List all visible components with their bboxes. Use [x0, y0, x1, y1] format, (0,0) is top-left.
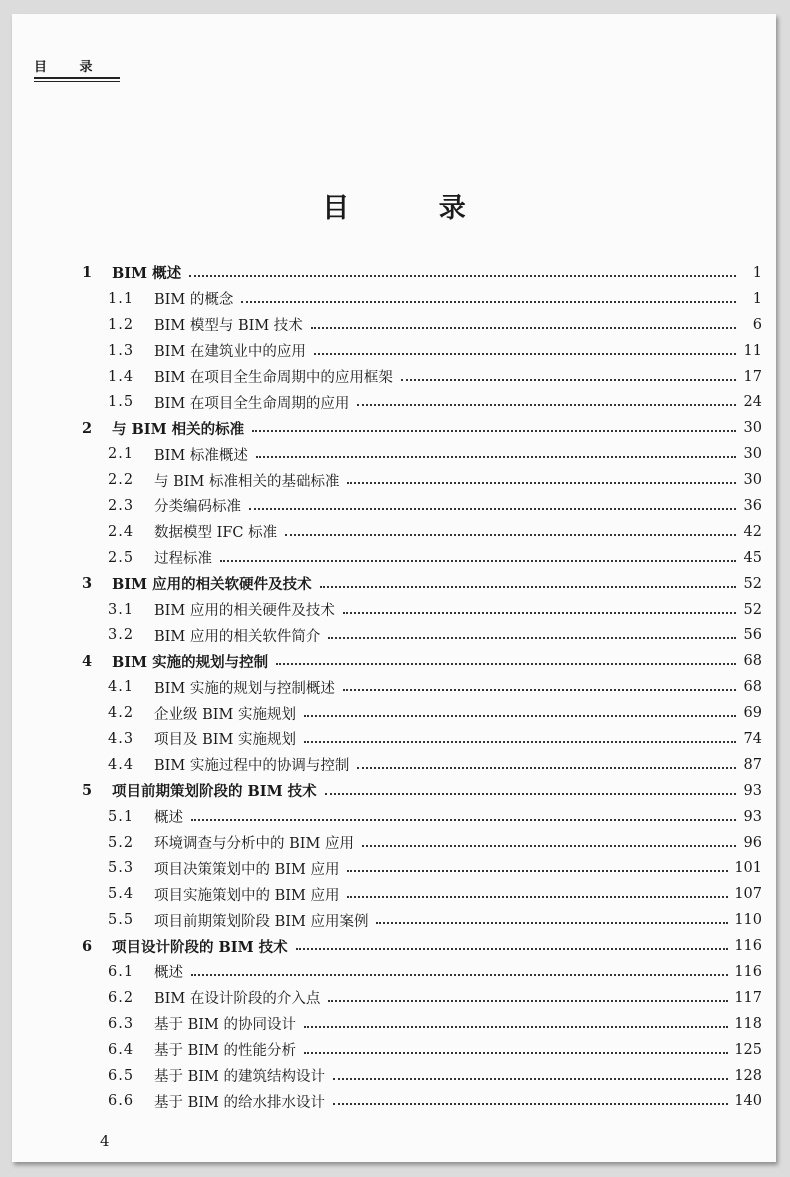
toc-entry-number: 4.4	[108, 756, 135, 773]
toc-entry-number: 5.5	[108, 912, 135, 929]
toc-entry-page: 1	[752, 290, 762, 307]
dot-leader	[357, 404, 736, 406]
dot-leader	[357, 767, 736, 769]
toc-entry-title: 基于 BIM 的给水排水设计	[154, 1094, 325, 1111]
toc-entry-page: 101	[734, 860, 762, 877]
toc-section-entry	[82, 286, 762, 312]
dot-leader	[362, 845, 736, 847]
toc-section-entry	[82, 830, 762, 856]
toc-section-entry	[82, 855, 762, 881]
toc-entry-number: 6	[82, 937, 93, 955]
table-of-contents	[82, 260, 762, 1114]
dot-leader	[320, 586, 736, 588]
toc-entry-number: 6.1	[108, 963, 135, 980]
dot-leader	[343, 612, 736, 614]
toc-chapter-entry	[82, 933, 762, 959]
toc-section-entry	[82, 1037, 762, 1063]
toc-entry-number: 3.2	[108, 627, 135, 644]
toc-chapter-entry	[82, 415, 762, 441]
toc-entry-title: 项目决策策划中的 BIM 应用	[154, 861, 340, 878]
toc-entry-title: 分类编码标准	[154, 499, 241, 516]
toc-entry-page: 87	[743, 756, 762, 773]
toc-section-entry	[82, 907, 762, 933]
toc-section-entry	[82, 1089, 762, 1115]
toc-section-entry	[82, 338, 762, 364]
toc-entry-number: 1.1	[108, 290, 135, 307]
toc-entry-title: BIM 的概念	[154, 292, 234, 309]
toc-entry-title: BIM 实施的规划与控制概述	[154, 680, 335, 697]
dot-leader	[276, 663, 736, 665]
toc-section-entry	[82, 985, 762, 1011]
toc-entry-title: BIM 模型与 BIM 技术	[154, 318, 303, 335]
toc-section-entry	[82, 364, 762, 390]
toc-entry-number: 5.2	[108, 834, 135, 851]
toc-entry-page: 128	[734, 1067, 762, 1084]
toc-section-entry	[82, 959, 762, 985]
dot-leader	[189, 275, 736, 277]
toc-entry-page: 56	[743, 627, 762, 644]
toc-section-entry	[82, 1011, 762, 1037]
toc-section-entry	[82, 622, 762, 648]
toc-section-entry	[82, 752, 762, 778]
toc-entry-number: 5.4	[108, 886, 135, 903]
toc-entry-title: 项目前期策划阶段 BIM 应用案例	[154, 913, 369, 930]
book-page	[12, 14, 776, 1162]
page-title: 目 录	[322, 193, 506, 224]
dot-leader	[347, 896, 728, 898]
toc-section-entry	[82, 545, 762, 571]
toc-entry-title: 与 BIM 相关的标准	[112, 420, 245, 438]
toc-section-entry	[82, 312, 762, 338]
dot-leader	[314, 353, 736, 355]
dot-leader	[401, 379, 736, 381]
dot-leader	[191, 974, 728, 976]
toc-entry-page: 42	[743, 523, 762, 540]
toc-entry-title: BIM 在项目全生命周期的应用	[154, 395, 350, 412]
running-head-rule-thin	[34, 81, 120, 82]
toc-entry-title: 基于 BIM 的建筑结构设计	[154, 1069, 325, 1086]
toc-entry-title: 项目实施策划中的 BIM 应用	[154, 887, 340, 904]
toc-entry-title: 基于 BIM 的协同设计	[154, 1017, 296, 1034]
toc-entry-page: 116	[734, 938, 762, 955]
toc-entry-number: 4	[82, 652, 93, 670]
dot-leader	[220, 560, 736, 562]
toc-chapter-entry	[82, 260, 762, 286]
toc-entry-title: BIM 在设计阶段的介入点	[154, 991, 321, 1008]
toc-entry-page: 11	[743, 342, 762, 359]
toc-entry-title: BIM 实施的规划与控制	[112, 653, 269, 671]
toc-entry-title: BIM 标准概述	[154, 447, 248, 464]
running-head: 目 录	[34, 60, 107, 75]
toc-entry-page: 69	[743, 705, 762, 722]
toc-entry-number: 1.2	[108, 316, 135, 333]
toc-section-entry	[82, 700, 762, 726]
toc-entry-page: 30	[743, 420, 762, 437]
toc-entry-number: 4.3	[108, 730, 135, 747]
dot-leader	[249, 508, 736, 510]
toc-entry-page: 107	[734, 886, 762, 903]
toc-entry-number: 4.1	[108, 679, 135, 696]
dot-leader	[252, 430, 736, 432]
toc-entry-title: BIM 应用的相关硬件及技术	[154, 603, 335, 620]
toc-entry-title: 企业级 BIM 实施规划	[154, 706, 296, 723]
toc-entry-page: 118	[734, 1015, 762, 1032]
toc-entry-page: 110	[734, 912, 762, 929]
toc-entry-title: 数据模型 IFC 标准	[154, 525, 278, 542]
toc-entry-number: 4.2	[108, 705, 135, 722]
toc-entry-page: 45	[743, 549, 762, 566]
dot-leader	[241, 301, 736, 303]
toc-entry-page: 140	[734, 1093, 762, 1110]
toc-entry-title: BIM 实施过程中的协调与控制	[154, 758, 350, 775]
dot-leader	[333, 1103, 728, 1105]
toc-section-entry	[82, 519, 762, 545]
dot-leader	[328, 1000, 728, 1002]
toc-entry-number: 2.4	[108, 523, 135, 540]
toc-entry-number: 2.1	[108, 446, 135, 463]
toc-entry-title: 项目及 BIM 实施规划	[154, 732, 296, 749]
toc-entry-number: 1.5	[108, 394, 135, 411]
toc-entry-page: 68	[743, 679, 762, 696]
toc-section-entry	[82, 881, 762, 907]
toc-section-entry	[82, 597, 762, 623]
toc-entry-page: 24	[743, 394, 762, 411]
toc-section-entry	[82, 493, 762, 519]
toc-entry-number: 3.1	[108, 601, 135, 618]
toc-entry-title: BIM 概述	[112, 265, 182, 283]
dot-leader	[256, 456, 736, 458]
dot-leader	[296, 948, 729, 950]
dot-leader	[333, 1078, 728, 1080]
toc-entry-number: 6.2	[108, 989, 135, 1006]
toc-entry-number: 6.6	[108, 1093, 135, 1110]
toc-entry-title: 环境调查与分析中的 BIM 应用	[154, 836, 354, 853]
toc-entry-title: 概述	[154, 965, 183, 982]
toc-entry-number: 5	[82, 782, 93, 800]
toc-entry-title: BIM 应用的相关软硬件及技术	[112, 576, 312, 594]
toc-entry-title: 项目设计阶段的 BIM 技术	[112, 938, 288, 956]
dot-leader	[304, 1026, 728, 1028]
toc-entry-title: 项目前期策划阶段的 BIM 技术	[112, 783, 317, 801]
toc-entry-page: 68	[743, 653, 762, 670]
toc-entry-number: 6.3	[108, 1015, 135, 1032]
running-head-rule	[34, 77, 120, 79]
page-number: 4	[100, 1132, 110, 1150]
toc-entry-page: 30	[743, 446, 762, 463]
toc-section-entry	[82, 389, 762, 415]
toc-entry-page: 93	[743, 808, 762, 825]
dot-leader	[347, 482, 736, 484]
toc-entry-title: 概述	[154, 810, 183, 827]
toc-entry-page: 17	[743, 368, 762, 385]
toc-entry-title: BIM 应用的相关软件简介	[154, 628, 321, 645]
toc-entry-page: 6	[752, 316, 762, 333]
dot-leader	[325, 793, 736, 795]
toc-entry-title: 基于 BIM 的性能分析	[154, 1043, 296, 1060]
toc-entry-page: 1	[752, 264, 762, 281]
toc-entry-page: 117	[734, 989, 762, 1006]
toc-entry-number: 1.4	[108, 368, 135, 385]
toc-entry-number: 3	[82, 575, 93, 593]
toc-section-entry	[82, 1063, 762, 1089]
dot-leader	[285, 534, 736, 536]
toc-entry-title: 过程标准	[154, 551, 212, 568]
toc-entry-number: 5.3	[108, 860, 135, 877]
toc-entry-number: 6.5	[108, 1067, 135, 1084]
toc-entry-page: 74	[743, 730, 762, 747]
toc-chapter-entry	[82, 778, 762, 804]
dot-leader	[376, 922, 728, 924]
dot-leader	[347, 870, 728, 872]
toc-section-entry	[82, 726, 762, 752]
toc-entry-title: BIM 在建筑业中的应用	[154, 344, 306, 361]
toc-section-entry	[82, 674, 762, 700]
toc-section-entry	[82, 441, 762, 467]
toc-entry-number: 5.1	[108, 808, 135, 825]
toc-entry-page: 125	[734, 1041, 762, 1058]
toc-entry-number: 2.3	[108, 497, 135, 514]
toc-entry-number: 2	[82, 419, 93, 437]
toc-entry-page: 93	[743, 782, 762, 799]
toc-entry-title: 与 BIM 标准相关的基础标准	[154, 473, 340, 490]
toc-entry-number: 2.5	[108, 549, 135, 566]
toc-entry-number: 2.2	[108, 472, 135, 489]
toc-entry-page: 52	[743, 575, 762, 592]
toc-entry-page: 30	[743, 472, 762, 489]
toc-section-entry	[82, 467, 762, 493]
toc-section-entry	[82, 804, 762, 830]
toc-entry-page: 52	[743, 601, 762, 618]
toc-entry-number: 1	[82, 264, 93, 282]
dot-leader	[304, 741, 736, 743]
toc-entry-page: 116	[734, 963, 762, 980]
toc-entry-page: 36	[743, 497, 762, 514]
toc-entry-page: 96	[743, 834, 762, 851]
toc-entry-title: BIM 在项目全生命周期中的应用框架	[154, 370, 393, 386]
dot-leader	[343, 689, 736, 691]
dot-leader	[304, 715, 736, 717]
dot-leader	[304, 1052, 728, 1054]
toc-entry-number: 1.3	[108, 342, 135, 359]
toc-entry-number: 6.4	[108, 1041, 135, 1058]
toc-chapter-entry	[82, 571, 762, 597]
dot-leader	[311, 327, 736, 329]
dot-leader	[328, 637, 736, 639]
toc-chapter-entry	[82, 648, 762, 674]
dot-leader	[191, 819, 736, 821]
